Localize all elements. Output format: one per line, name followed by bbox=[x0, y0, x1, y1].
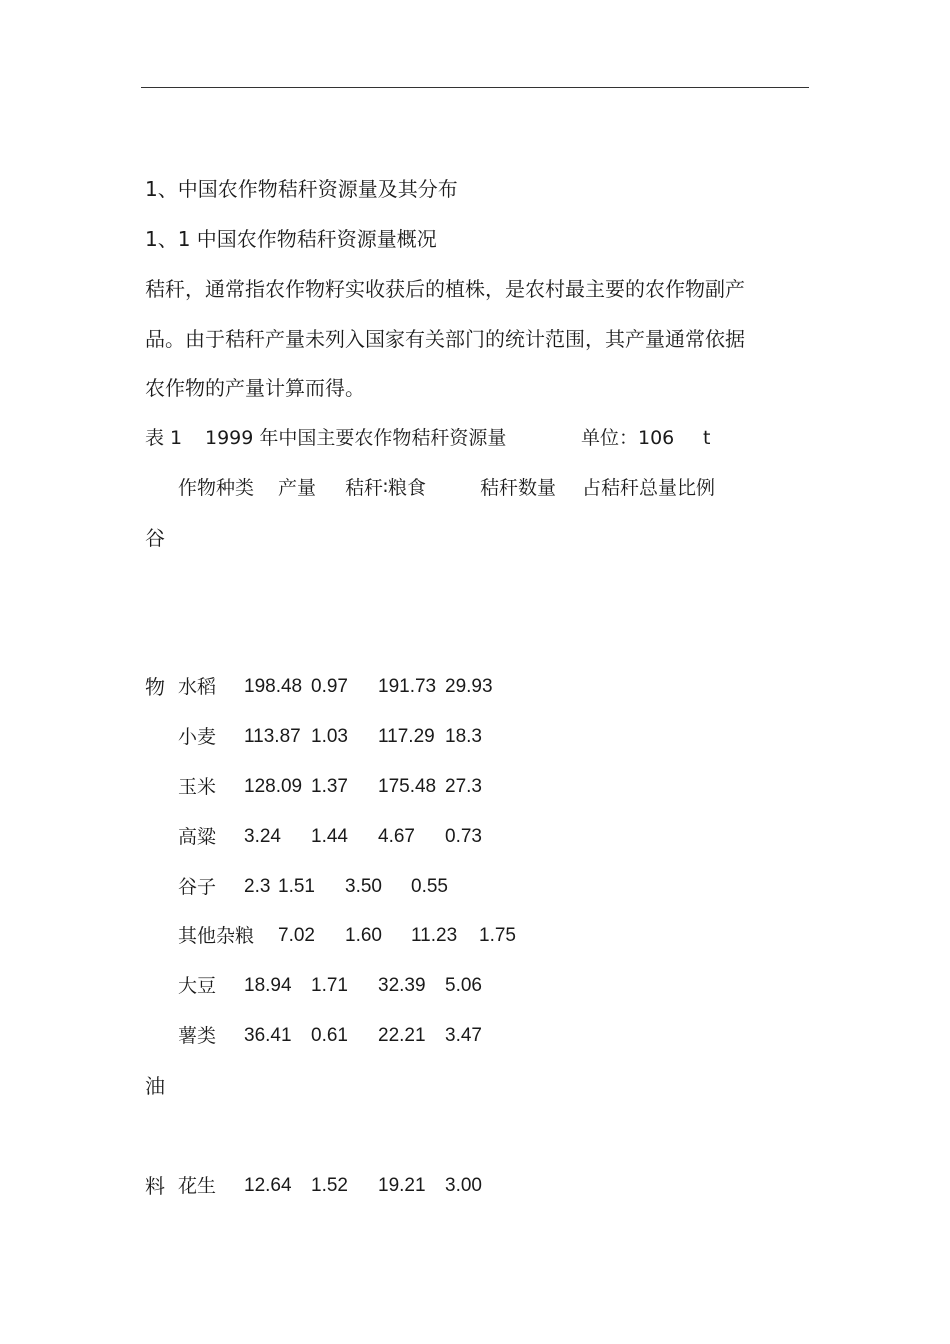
table-row bbox=[0, 1174, 950, 1198]
cell-straw: 117.29 bbox=[378, 726, 435, 747]
table-row bbox=[0, 725, 950, 749]
cell-ratio: 1.52 bbox=[311, 1175, 348, 1196]
cell-share: 29.93 bbox=[445, 676, 493, 697]
cell-yield: 113.87 bbox=[244, 726, 301, 747]
cell-yield: 18.94 bbox=[244, 975, 292, 996]
cell-share: 18.3 bbox=[445, 726, 482, 747]
category-grain-bottom: 物 bbox=[145, 675, 165, 699]
table-label: 表 1 bbox=[145, 427, 183, 449]
cell-ratio: 1.37 bbox=[311, 776, 348, 797]
cell-share: 1.75 bbox=[479, 925, 516, 946]
cell-straw: 32.39 bbox=[378, 975, 426, 996]
cell-ratio: 0.97 bbox=[311, 676, 348, 697]
paragraph-line-2: 品。由于秸秆产量未列入国家有关部门的统计范围，其产量通常依据 bbox=[145, 327, 745, 351]
category-oil-bottom: 料 bbox=[145, 1174, 165, 1198]
header-crop: 作物种类 bbox=[178, 477, 255, 499]
cell-crop: 小麦 bbox=[178, 726, 217, 748]
cell-straw: 11.23 bbox=[411, 925, 458, 946]
cell-straw: 19.21 bbox=[378, 1175, 426, 1196]
header-yield: 产量 bbox=[278, 477, 317, 499]
cell-crop: 玉米 bbox=[178, 776, 217, 798]
cell-crop: 谷子 bbox=[178, 876, 217, 898]
subsection-heading: 1、1 中国农作物秸秆资源量概况 bbox=[145, 227, 437, 251]
cell-crop: 水稻 bbox=[178, 676, 217, 698]
table-row bbox=[0, 924, 950, 948]
table-row bbox=[0, 1024, 950, 1048]
cell-share: 0.55 bbox=[411, 876, 448, 897]
cell-yield: 12.64 bbox=[244, 1175, 292, 1196]
table-row bbox=[0, 675, 950, 699]
cell-share: 5.06 bbox=[445, 975, 482, 996]
header-rule bbox=[141, 87, 809, 88]
cell-share: 27.3 bbox=[445, 776, 482, 797]
cell-straw: 175.48 bbox=[378, 776, 437, 797]
category-grain-top: 谷 bbox=[145, 526, 165, 550]
table-unit: 单位：106 bbox=[581, 427, 675, 449]
cell-straw: 191.73 bbox=[378, 676, 437, 697]
cell-crop: 花生 bbox=[178, 1175, 217, 1197]
cell-crop: 高粱 bbox=[178, 826, 217, 848]
cell-crop: 大豆 bbox=[178, 975, 217, 997]
cell-ratio: 1.44 bbox=[311, 826, 348, 847]
cell-ratio: 1.51 bbox=[278, 876, 315, 897]
cell-share: 3.47 bbox=[445, 1025, 482, 1046]
table-row bbox=[0, 974, 950, 998]
table-row bbox=[0, 775, 950, 799]
header-share: 占秸秆总量比例 bbox=[582, 477, 716, 499]
cell-yield: 128.09 bbox=[244, 776, 303, 797]
header-straw: 秸秆数量 bbox=[480, 477, 557, 499]
section-heading: 1、中国农作物秸秆资源量及其分布 bbox=[145, 177, 458, 201]
cell-yield: 198.48 bbox=[244, 676, 303, 697]
table-unit-suffix: t bbox=[703, 427, 711, 449]
cell-yield: 2.3 bbox=[244, 876, 271, 897]
cell-ratio: 1.03 bbox=[311, 726, 348, 747]
header-ratio: 秸秆∶粮食 bbox=[345, 477, 426, 499]
category-oil-top: 油 bbox=[145, 1074, 165, 1098]
cell-crop: 其他杂粮 bbox=[178, 925, 255, 947]
cell-ratio: 0.61 bbox=[311, 1025, 348, 1046]
paragraph-line-3: 农作物的产量计算而得。 bbox=[145, 376, 365, 400]
cell-share: 0.73 bbox=[445, 826, 482, 847]
cell-ratio: 1.71 bbox=[311, 975, 348, 996]
table-title: 1999 年中国主要农作物秸秆资源量 bbox=[205, 427, 507, 449]
cell-straw: 3.50 bbox=[345, 876, 382, 897]
cell-crop: 薯类 bbox=[178, 1025, 217, 1047]
cell-yield: 7.02 bbox=[278, 925, 315, 946]
paragraph-line-1: 秸秆，通常指农作物籽实收获后的植株，是农村最主要的农作物副产 bbox=[145, 277, 745, 301]
table-row bbox=[0, 825, 950, 849]
cell-ratio: 1.60 bbox=[345, 925, 382, 946]
cell-yield: 3.24 bbox=[244, 826, 281, 847]
cell-yield: 36.41 bbox=[244, 1025, 292, 1046]
table-row bbox=[0, 875, 950, 899]
cell-straw: 22.21 bbox=[378, 1025, 426, 1046]
cell-straw: 4.67 bbox=[378, 826, 415, 847]
cell-share: 3.00 bbox=[445, 1175, 482, 1196]
